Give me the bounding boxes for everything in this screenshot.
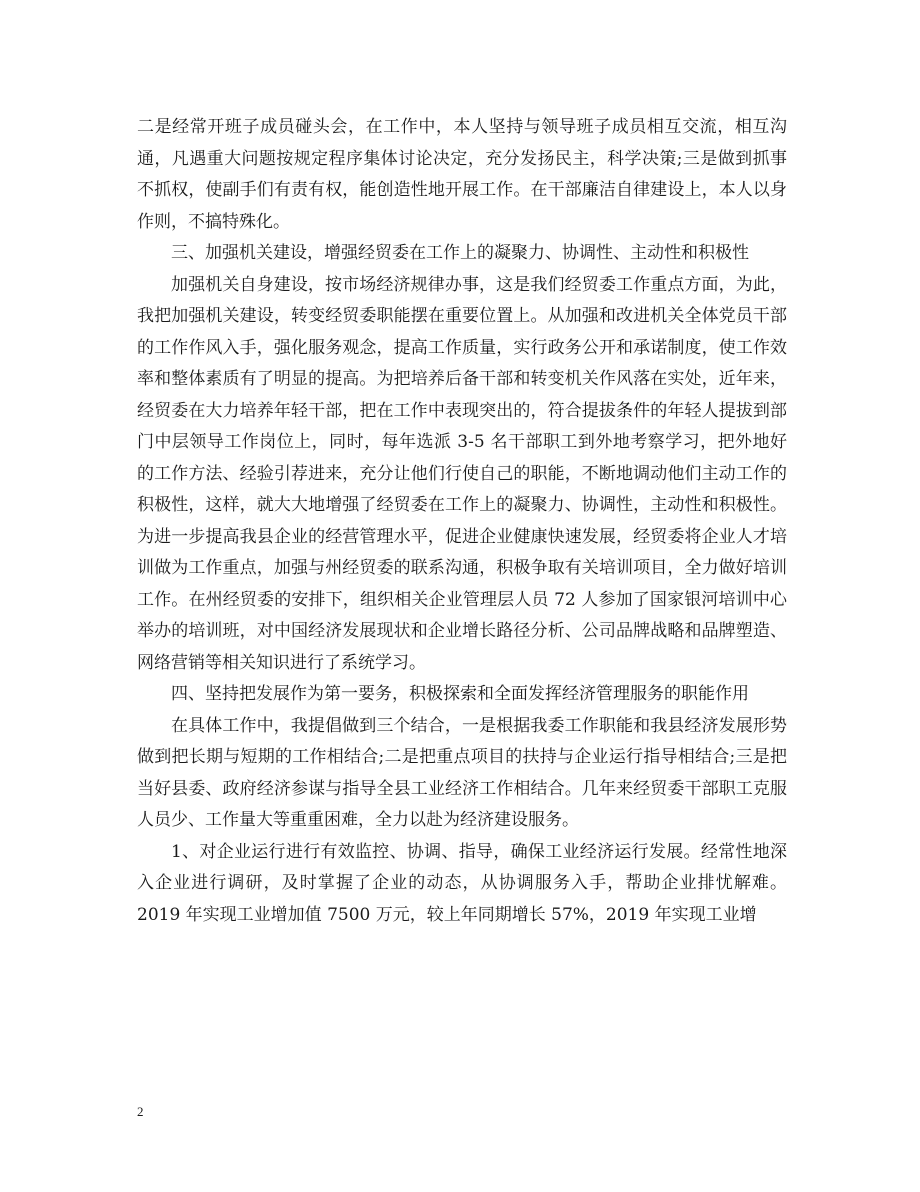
document-body [137, 112, 787, 931]
page-number: 2 [137, 1104, 144, 1119]
paragraph-agency-building: 加强机关自身建设，按市场经济规律办事，这是我们经贸委工作重点方面，为此，我把加强机关建设，转变经贸委职能摆在重要位置上。从加强和改进机关全体党员干部的工作作风入手，强化服务观念，提高工作质量，实行政务公开和承诺制度，使工作效率和整体素质有了明显的提高。为把培养后备干部和转变机关作风落在实处，近年来，经贸委在大力培养年轻干部，把在工作中表现突出的，符合提拔条件的年轻人提拔到部门中层领导工作岗位上，同时，每年选派 3-5 名干部职工到外地考察学习，把外地好的工作方法、经验引荐进来，充分让他们行使自己的职能，不断地调动他们主动工作的积极性，这样，就大大地增强了经贸委在工作上的凝聚力、协调性，主动性和积极性。为进一步提高我县企业的经营管理水平，促进企业健康快速发展，经贸委将企业人才培训做为工作重点，加强与州经贸委的联系沟通，积极争取有关培训项目，全力做好培训工作。在州经贸委的安排下，组织相关企业管理层人员 72 人参加了国家银河培训中心举办的培训班，对中国经济发展现状和企业增长路径分析、公司品牌战略和品牌塑造、网络营销等相关知识进行了系统学习。 [137, 274, 787, 673]
heading-section-three: 三、加强机关建设，增强经贸委在工作上的凝聚力、协调性、主动性和积极性 [171, 243, 749, 263]
paragraph-leadership-meetings: 二是经常开班子成员碰头会，在工作中，本人坚持与领导班子成员相互交流，相互沟通，凡遇重大问题按规定程序集体讨论决定，充分发扬民主，科学决策;三是做到抓事不抓权，使副手们有责有权，能创造性地开展工作。在干部廉洁自律建设上，本人以身作则，不搞特殊化。 [137, 117, 787, 232]
heading-section-four: 四、坚持把发展作为第一要务，积极探索和全面发挥经济管理服务的职能作用 [171, 684, 749, 704]
paragraph-enterprise-monitoring: 1、对企业运行进行有效监控、协调、指导，确保工业经济运行发展。经常性地深入企业进行调研，及时掌握了企业的动态，从协调服务入手，帮助企业排忧解难。2019 年实现工业增加值 7500 万元，较上年同期增长 57%，2019 年实现工业增 [137, 841, 787, 925]
paragraph-three-combinations: 在具体工作中，我提倡做到三个结合，一是根据我委工作职能和我县经济发展形势做到把长期与短期的工作相结合;二是把重点项目的扶持与企业运行指导相结合;三是把当好县委、政府经济参谋与指导全县工业经济工作相结合。几年来经贸委干部职工克服人员少、工作量大等重重困难，全力以赴为经济建设服务。 [137, 715, 787, 830]
